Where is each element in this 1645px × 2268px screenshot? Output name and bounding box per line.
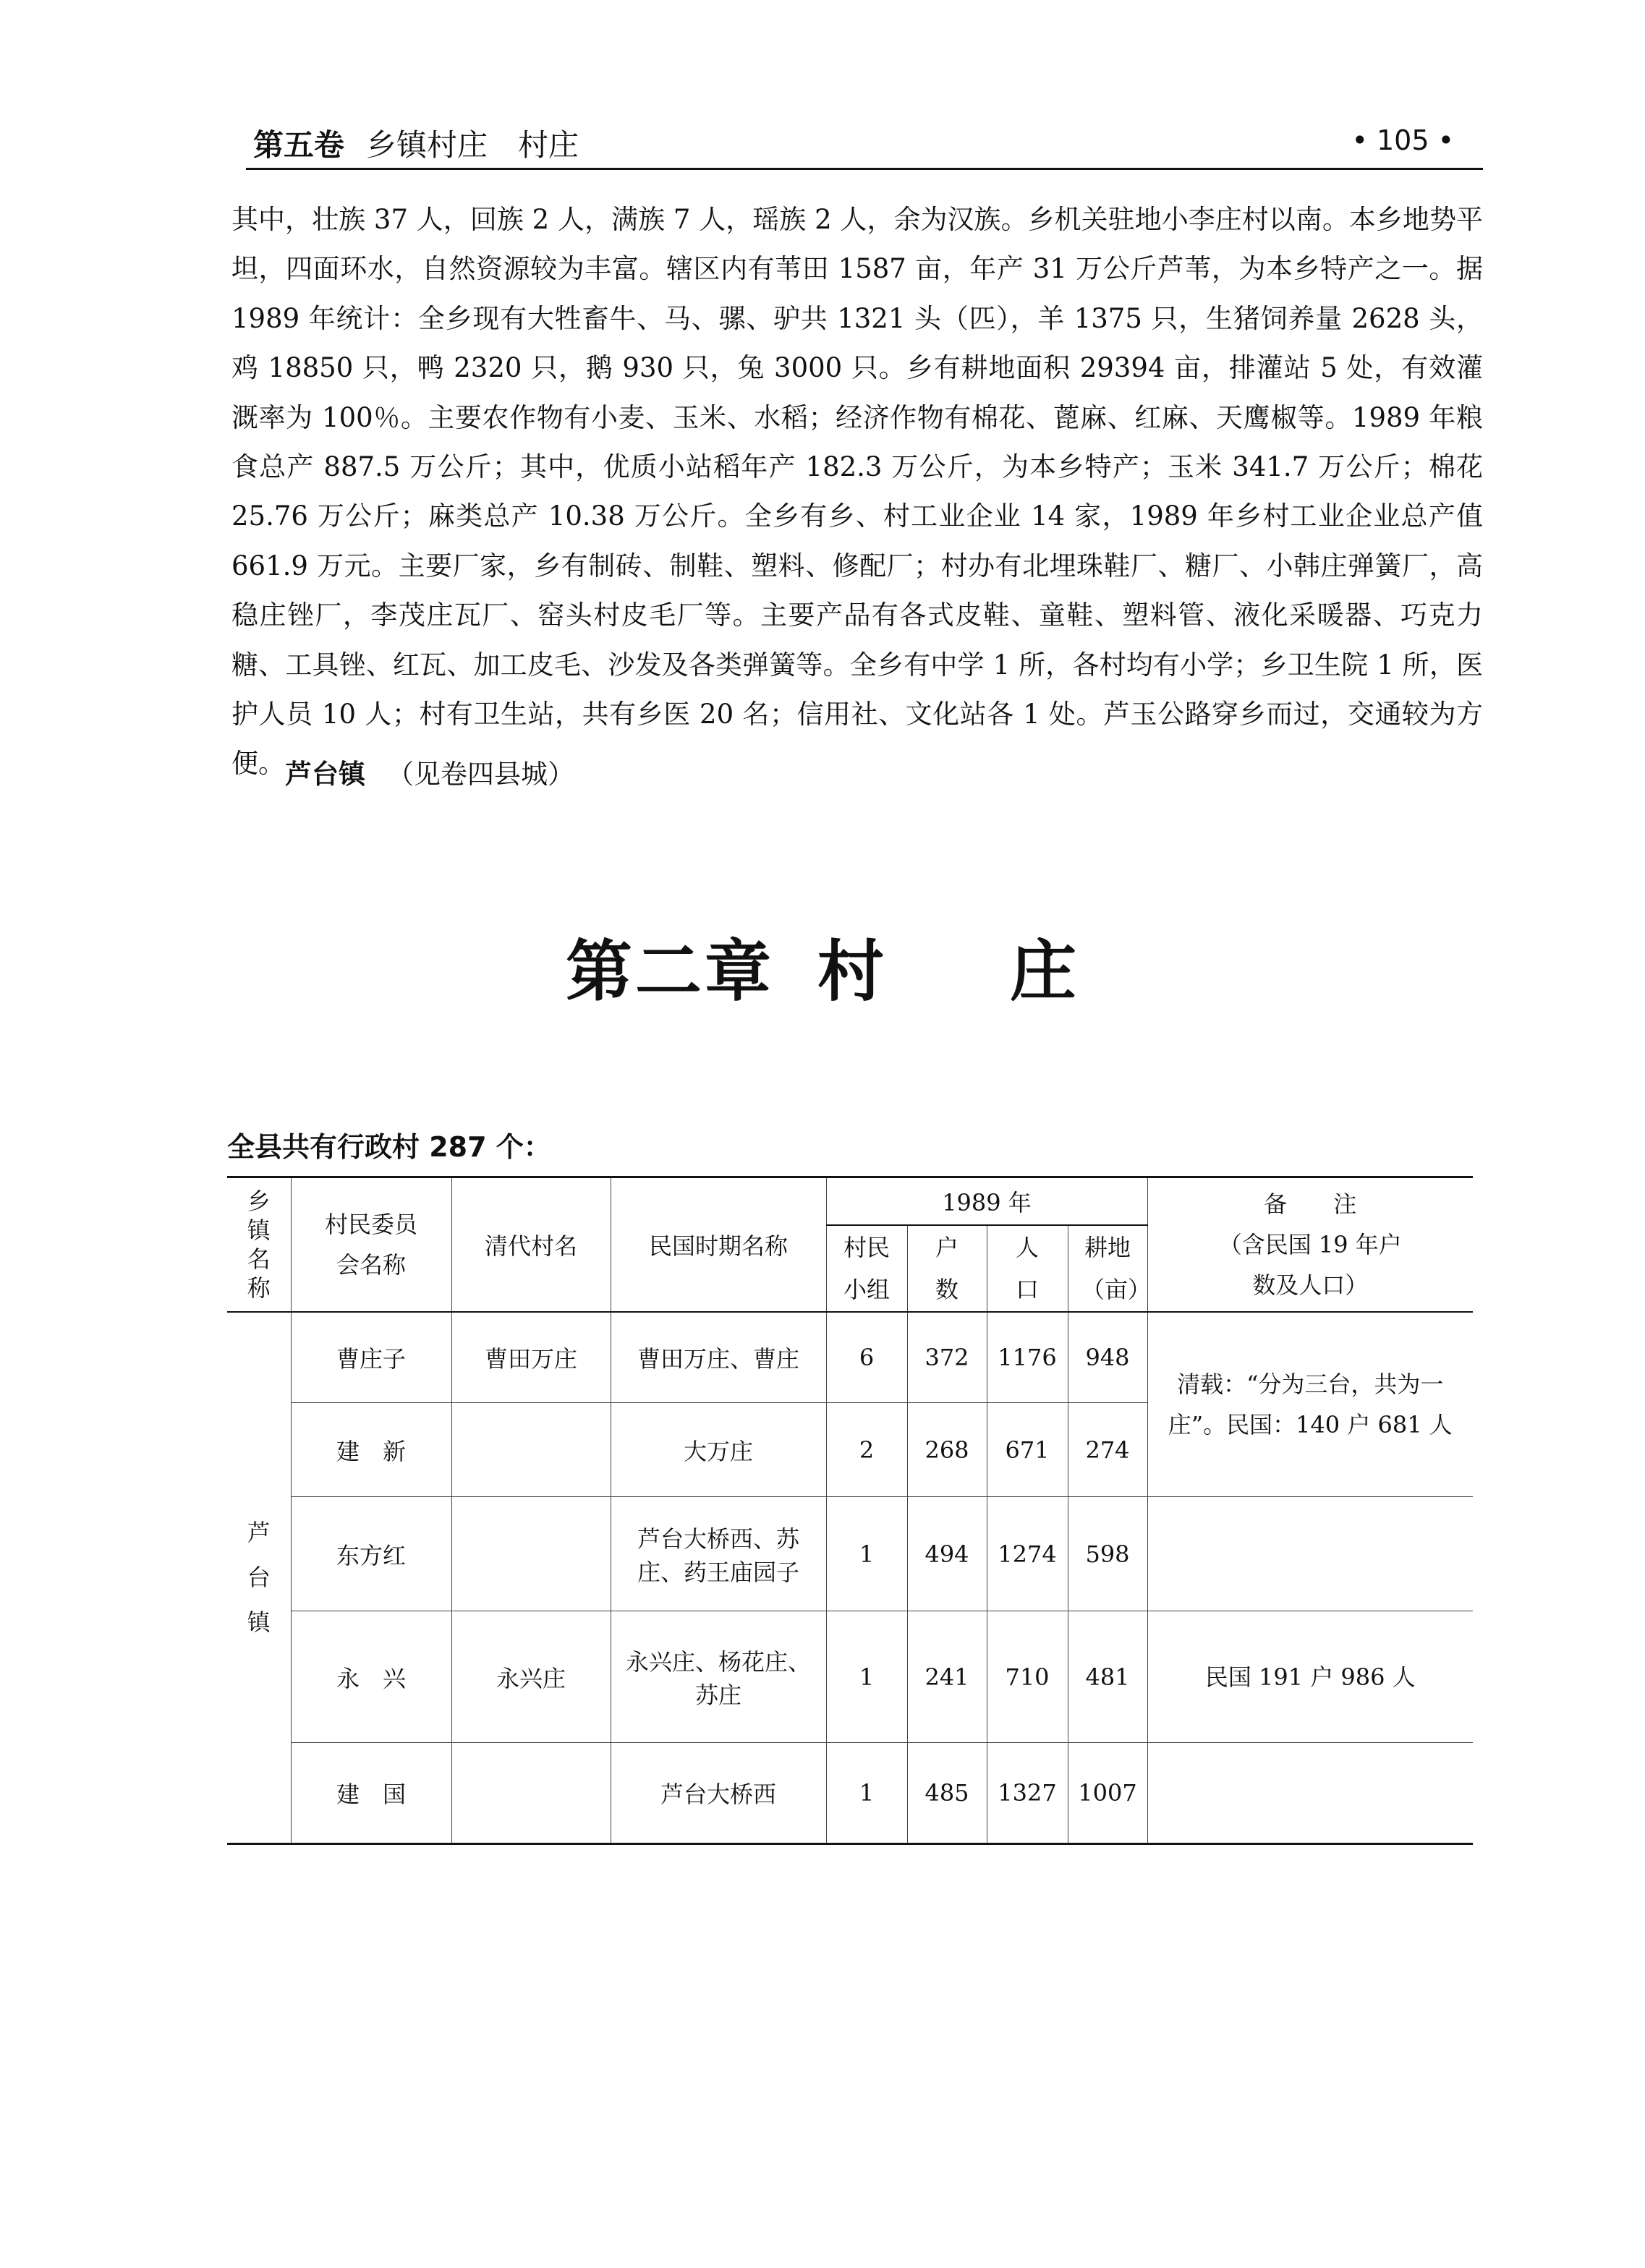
page-number: • 105 • — [1351, 124, 1454, 156]
republic-name-cell: 芦台大桥西 — [611, 1743, 826, 1844]
population-cell: 1327 — [987, 1743, 1068, 1844]
volume-label: 第五卷 — [253, 127, 345, 163]
population-cell: 671 — [987, 1403, 1068, 1497]
table-row — [227, 1611, 1473, 1743]
farmland-cell: 481 — [1068, 1611, 1147, 1743]
groups-cell: 1 — [826, 1611, 907, 1743]
groups-cell: 2 — [826, 1403, 907, 1497]
header-township: 乡镇名称 — [227, 1177, 291, 1312]
header-groups: 村民小组 — [826, 1225, 907, 1312]
body-paragraph: 其中，壮族 37 人，回族 2 人，满族 7 人，瑶族 2 人，余为汉族。乡机关驻地小李庄村以南。本乡地势平坦，四面环水，自然资源较为丰富。辖区内有苇田 1587 亩，年产 31 万公斤芦苇，为本乡特产之一。据 1989 年统计：全乡现有大牲畜牛、马、骡、驴共 1321 头（匹），羊 1375 只，生猪饲养量 2628 头，鸡 18850 只，鸭 2320 只，鹅 930 只，兔 3000 只。乡有耕地面积 29394 亩，排灌站 5 处，有效灌溉率为 100％。主要农作物有小麦、玉米、水稻；经济作物有棉花、蓖麻、红麻、天鹰椒等。1989 年粮食总产 887.5 万公斤；其中，优质小站稻年产 182.3 万公斤，为本乡特产；玉米 341.7 万公斤；棉花 25.76 万公斤；麻类总产 10.38 万公斤。全乡有乡、村工业企业 14 家，1989 年乡村工业企业总产值 661.9 万元。主要厂家，乡有制砖、制鞋、塑料、修配厂；村办有北埋珠鞋厂、糖厂、小韩庄弹簧厂，高稳庄锉厂，李茂庄瓦厂、窑头村皮毛厂等。主要产品有各式皮鞋、童鞋、塑料管、液化采暖器、巧克力糖、工具锉、红瓦、加工皮毛、沙发及各类弹簧等。全乡有中学 1 所，各村均有小学；乡卫生院 1 所，医护人员 10 人；村有卫生站，共有乡医 20 名；信用社、文化站各 1 处。芦玉公路穿乡而过，交通较为方便。 — [231, 204, 1483, 780]
header-republic-name: 民国时期名称 — [611, 1177, 826, 1312]
village-table — [227, 1176, 1473, 1845]
header-farmland: 耕地（亩） — [1068, 1225, 1147, 1312]
farmland-cell: 274 — [1068, 1403, 1147, 1497]
qing-name-cell — [451, 1497, 611, 1611]
committee-cell: 东方红 — [291, 1497, 451, 1611]
header-population: 人口 — [987, 1225, 1068, 1312]
chapter-title — [0, 918, 1645, 1014]
farmland-cell: 948 — [1068, 1312, 1147, 1403]
xref-town-name: 芦台镇 — [285, 759, 365, 790]
households-cell: 372 — [907, 1312, 987, 1403]
households-cell: 485 — [907, 1743, 987, 1844]
groups-cell: 6 — [826, 1312, 907, 1403]
table-intro: 全县共有行政村 287 个： — [227, 1131, 551, 1163]
republic-name-cell: 芦台大桥西、苏庄、药王庙园子 — [611, 1497, 826, 1611]
table-row — [227, 1497, 1473, 1611]
qing-name-cell — [451, 1743, 611, 1844]
farmland-cell: 1007 — [1068, 1743, 1147, 1844]
chapter-word-1: 村 — [817, 933, 887, 1010]
running-title — [253, 122, 579, 165]
qing-name-cell — [451, 1403, 611, 1497]
notes-title: 备 注 — [1264, 1190, 1357, 1218]
chapter-word-2: 庄 — [1010, 933, 1080, 1010]
qing-name-cell: 永兴庄 — [451, 1611, 611, 1743]
republic-name-cell: 永兴庄、杨花庄、苏庄 — [611, 1611, 826, 1743]
committee-cell: 建 新 — [291, 1403, 451, 1497]
header-qing-name: 清代村名 — [451, 1177, 611, 1312]
households-cell: 494 — [907, 1497, 987, 1611]
page-header — [246, 116, 1483, 170]
header-committee: 村民委员会名称 — [291, 1177, 451, 1312]
cross-reference — [285, 752, 574, 791]
notes-subtitle: （含民国 19 年户数及人口） — [1218, 1230, 1402, 1299]
header-households: 户数 — [907, 1225, 987, 1312]
xref-note: （见卷四县城） — [387, 759, 574, 790]
households-cell: 241 — [907, 1611, 987, 1743]
notes-cell — [1147, 1743, 1473, 1844]
population-cell: 710 — [987, 1611, 1068, 1743]
header-notes — [1147, 1177, 1473, 1312]
chapter-number: 第二章 — [565, 933, 774, 1010]
township-cell: 芦台镇 — [227, 1312, 291, 1844]
section-label: 乡镇村庄 村庄 — [366, 127, 579, 163]
notes-cell: 清载：“分为三台，共为一庄”。民国：140 户 681 人 — [1147, 1312, 1473, 1497]
notes-cell — [1147, 1497, 1473, 1611]
groups-cell: 1 — [826, 1497, 907, 1611]
committee-cell: 建 国 — [291, 1743, 451, 1844]
committee-cell: 曹庄子 — [291, 1312, 451, 1403]
notes-cell: 民国 191 户 986 人 — [1147, 1611, 1473, 1743]
farmland-cell: 598 — [1068, 1497, 1147, 1611]
republic-name-cell: 曹田万庄、曹庄 — [611, 1312, 826, 1403]
population-cell: 1176 — [987, 1312, 1068, 1403]
population-cell: 1274 — [987, 1497, 1068, 1611]
table-row — [227, 1743, 1473, 1844]
header-year-group: 1989 年 — [826, 1177, 1147, 1225]
households-cell: 268 — [907, 1403, 987, 1497]
committee-cell: 永 兴 — [291, 1611, 451, 1743]
table-row — [227, 1312, 1473, 1403]
groups-cell: 1 — [826, 1743, 907, 1844]
republic-name-cell: 大万庄 — [611, 1403, 826, 1497]
qing-name-cell: 曹田万庄 — [451, 1312, 611, 1403]
